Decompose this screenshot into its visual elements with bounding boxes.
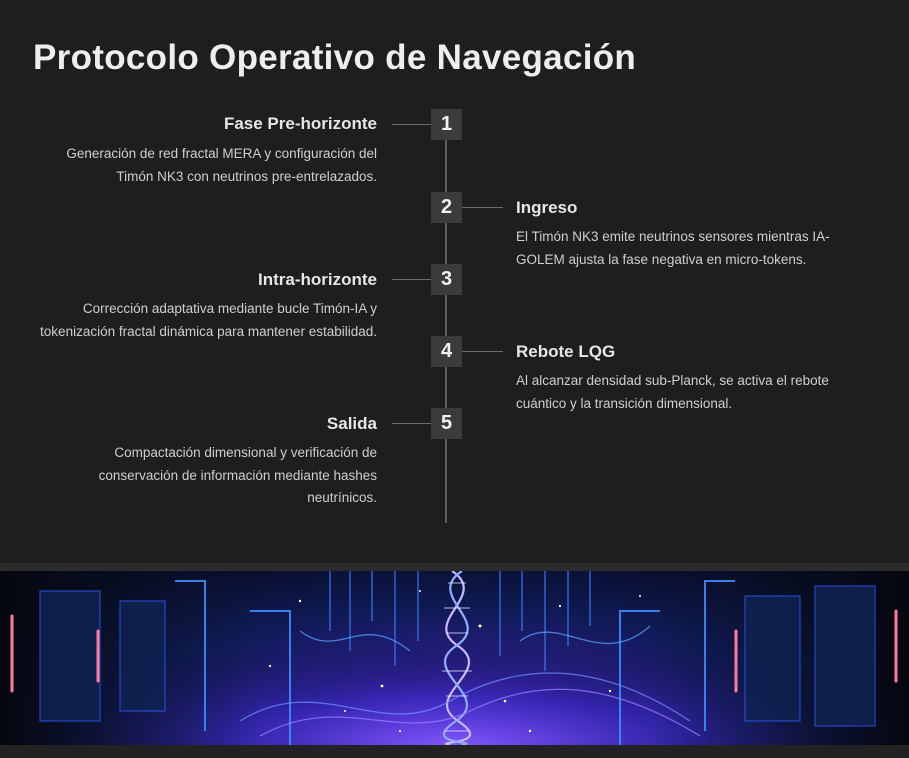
step-number-badge: 5 — [431, 408, 462, 439]
step-connector — [392, 124, 431, 125]
step-description: El Timón NK3 emite neutrinos sensores mientras IA-GOLEM ajusta la fase negativa en micro-tokens. — [516, 229, 830, 267]
step-title: Fase Pre-horizonte — [223, 114, 377, 133]
step-description: Generación de red fractal MERA y configuración del Timón NK3 con neutrinos pre-entrelazados. — [66, 146, 377, 184]
step-number-badge: 3 — [431, 264, 462, 295]
step-title: Ingreso — [516, 198, 578, 217]
step-title: Rebote LQG — [516, 342, 616, 361]
step-number-badge: 4 — [431, 336, 462, 367]
step-connector — [392, 423, 431, 424]
step-description: Al alcanzar densidad sub-Planck, se activa el rebote cuántico y la transición dimensional. — [516, 373, 829, 411]
step-title: Salida — [326, 414, 377, 433]
footer-bar — [0, 745, 909, 758]
section-divider — [0, 563, 909, 571]
page-title: Protocolo Operativo de Navegación — [33, 38, 637, 77]
step-number-badge: 1 — [431, 109, 462, 140]
timeline-line — [445, 112, 447, 523]
step-description: Corrección adaptativa mediante bucle Timón-IA y tokenización fractal dinámica para mantener estabilidad. — [40, 301, 377, 339]
hero-banner-image — [0, 571, 909, 745]
step-number-badge: 2 — [431, 192, 462, 223]
step-connector — [462, 207, 503, 208]
step-connector — [392, 279, 431, 280]
neon-data-tunnel-illustration — [0, 571, 909, 745]
step-connector — [462, 351, 503, 352]
step-description: Compactación dimensional y verificación de conservación de información mediante hashes neutrínicos. — [98, 445, 377, 505]
step-title: Intra-horizonte — [258, 270, 377, 289]
